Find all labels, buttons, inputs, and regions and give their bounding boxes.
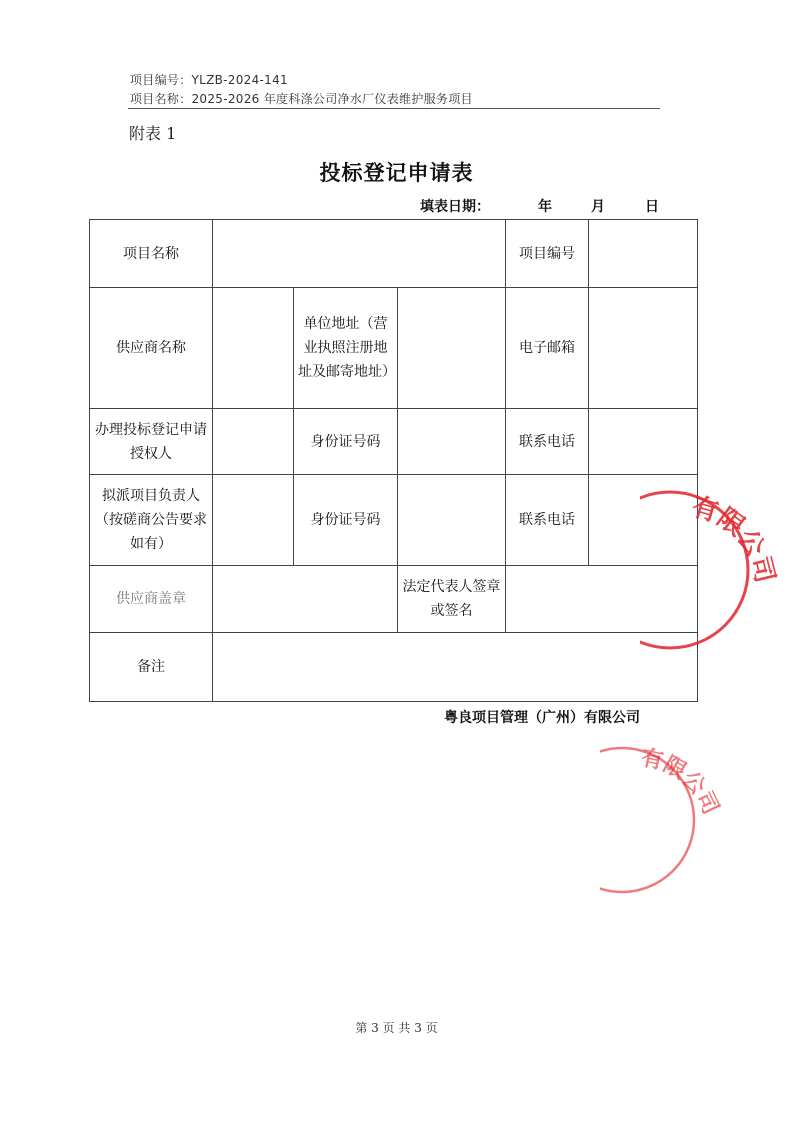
company-name: 粤良项目管理（广州）有限公司 (444, 710, 640, 726)
project-name-line: 项目名称：2025-2026 年度科涤公司净水厂仪表维护服务项目 (130, 92, 473, 106)
email-field[interactable] (589, 288, 698, 409)
page-number: 第 3 页 共 3 页 (355, 1021, 438, 1035)
authorized-person-field[interactable] (213, 409, 294, 475)
project-name-label: 项目名称 (90, 220, 213, 288)
svg-text:有限公司 (639, 745, 724, 818)
legal-rep-signature-field[interactable] (506, 566, 698, 633)
id-number-field-1[interactable] (398, 409, 506, 475)
page-title: 投标登记申请表 (319, 161, 474, 185)
project-leader-field[interactable] (213, 475, 294, 566)
project-leader-label: 拟派项目负责人（按磋商公告要求如有） (90, 475, 213, 566)
project-number-label: 项目编号 (506, 220, 589, 288)
email-label: 电子邮箱 (506, 288, 589, 409)
appendix-label: 附表 1 (129, 124, 177, 143)
supplier-seal-label: 供应商盖章 (90, 566, 213, 633)
unit-address-field[interactable] (398, 288, 506, 409)
header-divider (128, 108, 660, 109)
id-number-label-1: 身份证号码 (294, 409, 398, 475)
fill-date-year: 年 (538, 199, 552, 215)
fill-date-day: 日 (645, 199, 659, 215)
supplier-seal-field[interactable] (213, 566, 398, 633)
phone-field-1[interactable] (589, 409, 698, 475)
authorized-person-label: 办理投标登记申请授权人 (90, 409, 213, 475)
fill-date-label: 填表日期： (420, 199, 490, 215)
supplier-name-label: 供应商名称 (90, 288, 213, 409)
unit-address-label: 单位地址（营业执照注册地址及邮寄地址） (294, 288, 398, 409)
project-name-field[interactable] (213, 220, 506, 288)
legal-rep-signature-label: 法定代表人签章或签名 (398, 566, 506, 633)
supplier-name-field[interactable] (213, 288, 294, 409)
seal-text: 有限公司 (688, 491, 780, 586)
company-seal-stamp-faded (600, 745, 793, 905)
phone-field-2[interactable] (589, 475, 698, 566)
registration-form-table (89, 219, 698, 702)
remarks-label: 备注 (90, 633, 213, 702)
id-number-label-2: 身份证号码 (294, 475, 398, 566)
fill-date-month: 月 (591, 199, 605, 215)
phone-label-2: 联系电话 (506, 475, 589, 566)
project-number-field[interactable] (589, 220, 698, 288)
remarks-field[interactable] (213, 633, 698, 702)
project-number-line: 项目编号：YLZB-2024-141 (130, 73, 288, 87)
svg-text:有限公司 (688, 492, 780, 586)
seal-text-faded: 有限公司 (638, 745, 724, 819)
id-number-field-2[interactable] (398, 475, 506, 566)
phone-label-1: 联系电话 (506, 409, 589, 475)
